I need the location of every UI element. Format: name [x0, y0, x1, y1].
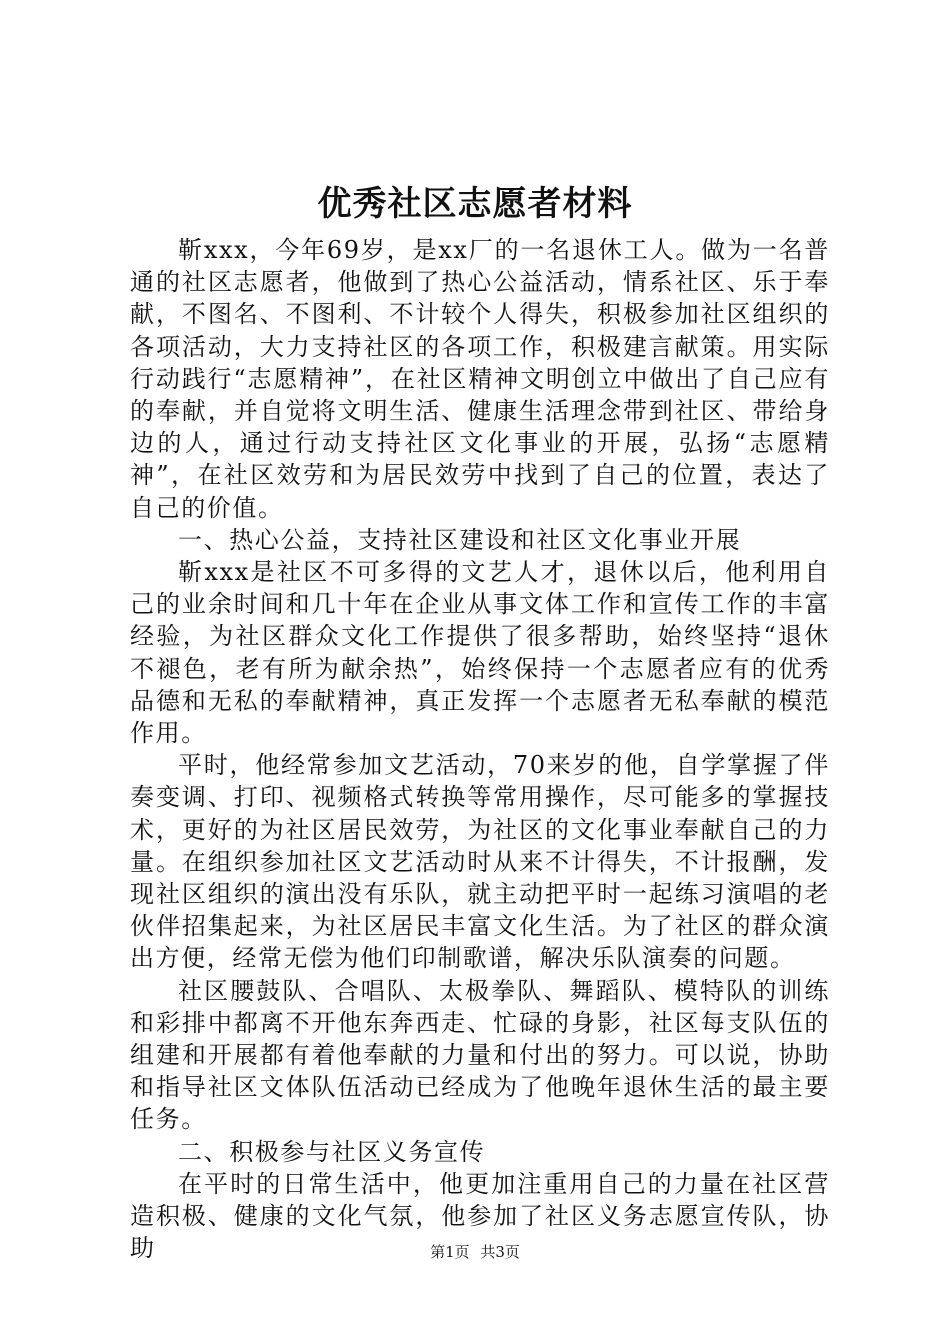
document-title: 优秀社区志愿者材料 — [317, 184, 633, 224]
paragraph-teams: 社区腰鼓队、合唱队、太极拳队、舞蹈队、模特队的训练和彩排中都离不开他东奔西走、忙碌的身影，社区每支队伍的组建和开展都有着他奉献的力量和付出的努力。可以说，协助和指导社区文体队伍活动已经成为了他晚年退休生活的最主要任务。 — [130, 976, 830, 1134]
page-number: 第1页 — [430, 1243, 470, 1261]
paragraph-activities: 平时，他经常参加文艺活动，70来岁的他，自学掌握了伴奏变调、打印、视频格式转换等常用操作，尽可能多的掌握技术，更好的为社区居民效劳，为社区的文化事业奉献自己的力量。在组织参加社区文艺活动时从来不计得失，不计报酬，发现社区组织的演出没有乐队，就主动把平时一起练习演唱的老伙伴招集起来，为社区居民丰富文化生活。为了社区的群众演出方便，经常无偿为他们印制歌谱，解决乐队演奏的问题。 — [130, 751, 830, 973]
section-heading-1: 一、热心公益，支持社区建设和社区文化事业开展 — [178, 525, 742, 554]
document-body — [130, 234, 830, 1265]
paragraph-intro: 靳xxx，今年69岁，是xx厂的一名退休工人。做为一名普通的社区志愿者，他做到了热心公益活动，情系社区、乐于奉献，不图名、不图利、不计较个人得失，积极参加社区组织的各项活动，大力支持社区的各项工作，积极建言献策。用实际行动践行“志愿精神”，在社区精神文明创立中做出了自己应有的奉献，并自觉将文明生活、健康生活理念带到社区、带给身边的人，通过行动支持社区文化事业的开展，弘扬“志愿精神”，在社区效劳和为居民效劳中找到了自己的位置，表达了自己的价值。 — [130, 236, 830, 522]
section-heading-2: 二、积极参与社区义务宣传 — [178, 1137, 486, 1166]
paragraph-publicity: 在平时的日常生活中，他更加注重用自己的力量在社区营造积极、健康的文化气氛，他参加了社区义务志愿宣传队，协助 — [130, 1169, 830, 1263]
paragraph-talent: 靳xxx是社区不可多得的文艺人才，退休以后，他利用自己的业余时间和几十年在企业从事文体工作和宣传工作的丰富经验，为社区群众文化工作提供了很多帮助，始终坚持“退休不褪色，老有所为献余热”，始终保持一个志愿者应有的优秀品德和无私的奉献精神，真正发挥一个志愿者无私奉献的模范作用。 — [130, 558, 830, 748]
page-footer — [0, 1242, 950, 1262]
page-total: 共3页 — [480, 1243, 520, 1261]
